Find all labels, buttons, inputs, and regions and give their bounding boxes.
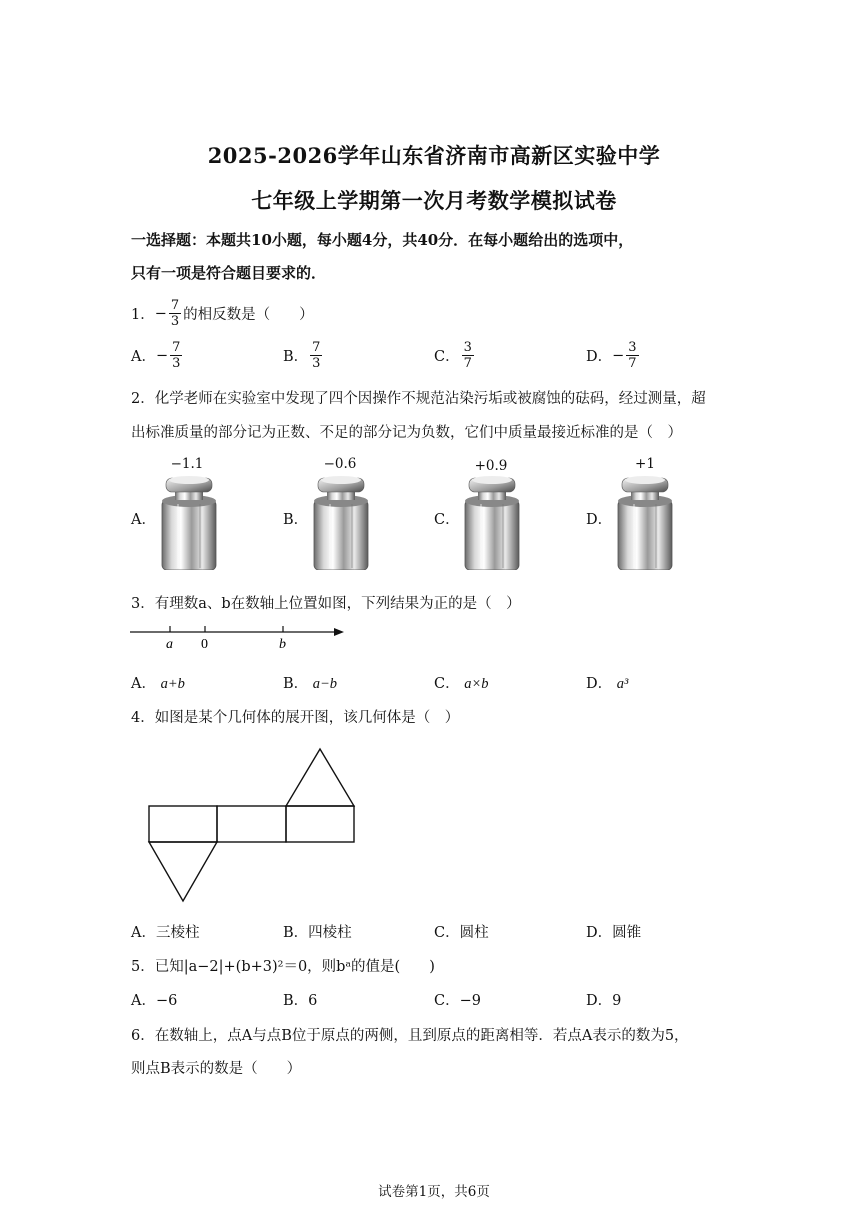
fraction-numerator: 3 <box>463 340 472 355</box>
fraction-denominator: 3 <box>170 314 180 329</box>
net-face-2 <box>217 806 286 842</box>
q2-option-b-value: −0.6 <box>323 456 357 472</box>
question-4-text: 4．如图是某个几何体的展开图，该几何体是（ ） <box>131 710 460 726</box>
option-text: 6 <box>308 993 318 1009</box>
fraction-numerator: 3 <box>628 340 637 355</box>
option-label: B． <box>283 925 309 941</box>
question-1-number: 1． <box>131 307 155 323</box>
question-1-text: 的相反数是（ ） <box>183 307 314 323</box>
option-fraction <box>626 340 638 371</box>
prism-net-diagram <box>146 746 358 904</box>
section-instruction-line-1: 一选择题：本题共10小题，每小题4分，共40分．在每小题给出的选项中， <box>131 231 634 249</box>
section-instruction-line-2: 只有一项是符合题目要求的． <box>131 264 327 282</box>
option-fraction <box>462 340 474 371</box>
q2-option-c-value: +0.9 <box>474 458 508 474</box>
weight-a-image <box>160 474 218 570</box>
weight-b-image <box>312 474 370 570</box>
option-text: 圆锥 <box>612 925 642 941</box>
page-footer: 试卷第1页，共6页 <box>378 1184 490 1200</box>
net-triangle-bottom <box>149 842 217 901</box>
option-label: C． <box>434 993 460 1009</box>
option-label: A． <box>131 993 156 1009</box>
option-text: −6 <box>155 993 178 1009</box>
fraction-denominator: 3 <box>312 356 321 371</box>
q4-option-c[interactable] <box>434 921 489 942</box>
fraction-numerator: 7 <box>312 340 321 355</box>
q3-option-a[interactable] <box>131 672 185 693</box>
q2-option-c-label[interactable]: C． <box>434 512 460 528</box>
q2-option-d-value: +1 <box>635 456 655 472</box>
q3-option-c[interactable] <box>434 672 489 693</box>
option-label: A． <box>131 349 156 365</box>
title-line-1: 2025-2026学年山东省济南市高新区实验中学 <box>207 143 661 168</box>
option-text: 三棱柱 <box>155 925 200 941</box>
weight-c-image <box>463 474 521 570</box>
fraction-denominator: 7 <box>463 356 472 371</box>
option-sign: − <box>612 347 625 364</box>
q2-option-d-label[interactable]: D． <box>586 512 613 528</box>
q1-option-c[interactable] <box>434 340 476 371</box>
q5-option-c[interactable] <box>434 989 481 1010</box>
option-label: A． <box>131 676 156 692</box>
option-text: 9 <box>612 993 622 1009</box>
q1-option-a[interactable] <box>131 340 184 371</box>
option-label: D． <box>586 925 613 941</box>
question-6-line-2: 则点B表示的数是（ ） <box>131 1061 302 1077</box>
q3-option-d[interactable] <box>586 672 628 693</box>
fraction-numerator: 7 <box>172 340 181 355</box>
option-expression: a−b <box>312 676 338 692</box>
q1-option-b[interactable] <box>283 340 324 371</box>
question-2-line-2: 出标准质量的部分记为正数、不足的部分记为负数，它们中质量最接近标准的是（ ） <box>131 425 682 441</box>
q2-option-a-value: −1.1 <box>170 456 204 472</box>
option-label: D． <box>586 349 613 365</box>
option-expression: a+b <box>160 676 185 692</box>
title-line-2: 七年级上学期第一次月考数学模拟试卷 <box>251 188 617 213</box>
question-5-text: 5．已知|a−2|+(b+3)²＝0，则bᵃ的值是( ) <box>131 959 435 975</box>
axis-label-b: b <box>279 637 286 652</box>
fraction-denominator: 7 <box>628 356 637 371</box>
option-text: 圆柱 <box>459 925 489 941</box>
net-triangle-top <box>286 749 354 806</box>
option-fraction <box>310 340 322 371</box>
option-text: −9 <box>459 993 481 1009</box>
question-1-fraction <box>169 298 181 329</box>
net-face-3 <box>286 806 354 842</box>
option-label: C． <box>434 349 460 365</box>
option-label: B． <box>283 993 309 1009</box>
option-label: A． <box>131 925 156 941</box>
fraction-denominator: 3 <box>172 356 181 371</box>
q1-option-d[interactable] <box>586 340 641 371</box>
q2-option-b-label[interactable]: B． <box>283 512 309 528</box>
axis-label-zero: 0 <box>201 637 208 652</box>
option-label: D． <box>586 993 613 1009</box>
option-text: 四棱柱 <box>308 925 352 941</box>
option-label: B． <box>283 676 309 692</box>
q4-option-a[interactable] <box>131 921 199 942</box>
question-1-sign: − <box>154 305 167 322</box>
option-fraction <box>170 340 182 371</box>
option-label: C． <box>434 676 460 692</box>
weight-d-image <box>616 474 674 570</box>
question-6-line-1: 6．在数轴上，点A与点B位于原点的两侧，且到原点的距离相等．若点A表示的数为5， <box>131 1028 689 1044</box>
question-1 <box>131 298 314 329</box>
number-line-diagram <box>128 620 350 654</box>
question-3-text: 3．有理数a、b在数轴上位置如图，下列结果为正的是（ ） <box>131 596 521 612</box>
axis-label-a: a <box>166 637 173 652</box>
option-label: B． <box>283 349 309 365</box>
net-face-1 <box>149 806 217 842</box>
option-label: C． <box>434 925 460 941</box>
option-sign: − <box>155 347 169 364</box>
q4-option-d[interactable] <box>586 921 641 942</box>
option-expression: a×b <box>464 676 489 692</box>
q5-option-b[interactable] <box>283 989 317 1010</box>
q3-option-b[interactable] <box>283 672 337 693</box>
q5-option-d[interactable] <box>586 989 621 1010</box>
q5-option-a[interactable] <box>131 989 177 1010</box>
q4-option-b[interactable] <box>283 921 352 942</box>
option-expression: a³ <box>616 676 629 692</box>
question-2-line-1: 2．化学老师在实验室中发现了四个因操作不规范沾染污垢或被腐蚀的砝码，经过测量，超 <box>131 391 706 407</box>
fraction-numerator: 7 <box>170 298 180 313</box>
q2-option-a-label[interactable]: A． <box>131 512 156 528</box>
option-label: D． <box>586 676 613 692</box>
